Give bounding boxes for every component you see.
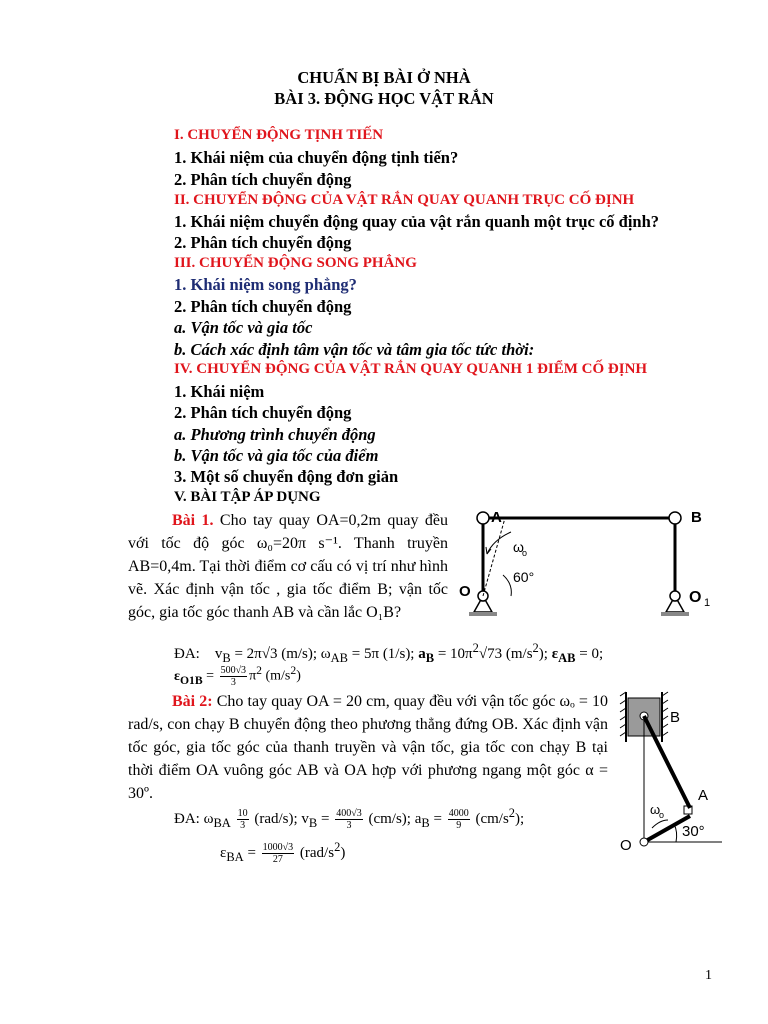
exercise-2-figure xyxy=(612,688,724,856)
angle-label: 30° xyxy=(682,823,705,840)
section-heading-3: III. CHUYỂN ĐỘNG SONG PHẲNG xyxy=(174,255,417,271)
page-number: 1 xyxy=(705,968,712,983)
exercise-2-answer-line2: $\varepsilon_{BA}$ = $\frac{1000√3}{27}$ $(rad/s^2)$ xyxy=(220,840,346,866)
label-o1-sub: 1 xyxy=(704,597,711,609)
label-b: B xyxy=(670,709,681,726)
outline-subitem: b. Vận tốc và gia tốc của điểm xyxy=(174,446,379,465)
exercise-2-answer-line1: ĐA: $\omega_{BA}$ $\frac{10}{3}$ (rad/s); $v_B$ = $\frac{400√3}{3}$ (cm/s); $a_B$ = $\frac{4000}{9}$ $(cm/s^2)$; xyxy=(174,806,525,832)
exercise-2-body: Cho tay quay OA = 20 cm, quay đều với vận tốc góc ωₒ = 10 rad/s, con chạy B chuyển động theo phương thẳng đứng OB. Xác định vận tốc góc, gia tốc góc của thanh truyền và vận tốc, gia tốc con chạy B tại thời điểm OA vuông góc AB và OA hợp với phương ngang một góc α = 30º. xyxy=(128,693,608,802)
section-heading-1: I. CHUYỂN ĐỘNG TỊNH TIẾN xyxy=(174,127,384,143)
exercise-1-text xyxy=(128,509,448,624)
label-a: A xyxy=(698,787,709,804)
exercise-1-figure xyxy=(455,502,720,627)
outline-item: 3. Một số chuyển động đơn giản xyxy=(174,467,399,486)
exercise-2-label: Bài 2: xyxy=(172,693,213,710)
omega-sub: o xyxy=(522,548,528,558)
label-o: O xyxy=(620,837,632,854)
omega-symbol: ω xyxy=(513,539,524,555)
outline-item: 2. Phân tích chuyển động xyxy=(174,297,352,316)
outline-subitem: b. Cách xác định tâm vận tốc và tâm gia tốc tức thời: xyxy=(174,340,535,359)
doc-title-line1: CHUẨN BỊ BÀI Ở NHÀ xyxy=(297,68,471,87)
omega-symbol: ω xyxy=(650,802,661,817)
label-o: O xyxy=(459,583,471,600)
outline-subitem: a. Vận tốc và gia tốc xyxy=(174,318,313,337)
outline-item: 1. Khái niệm song phẳng? xyxy=(174,275,357,294)
outline-item: 1. Khái niệm xyxy=(174,382,265,401)
outline-item: 2. Phân tích chuyển động xyxy=(174,403,352,422)
angle-label: 60° xyxy=(513,569,535,585)
section-heading-5: V. BÀI TẬP ÁP DỤNG xyxy=(174,489,321,505)
outline-item: 2. Phân tích chuyển động xyxy=(174,170,352,189)
outline-item: 1. Khái niệm của chuyển động tịnh tiến? xyxy=(174,148,459,167)
exercise-2-text xyxy=(128,690,608,805)
outline-subitem: a. Phương trình chuyển động xyxy=(174,425,376,444)
exercise-1-answer-line1: ĐA: $v_B = 2\pi√3$ (m/s); $\omega_{AB} = 5\pi$ (1/s); $a_B = 10\pi^2√73$ $(m/s^2)$; $\varepsilon_{AB} = 0$; xyxy=(174,641,604,665)
label-o1: O xyxy=(689,589,702,606)
section-heading-2: II. CHUYỂN ĐỘNG CỦA VẬT RẮN QUAY QUANH TRỤC CỐ ĐỊNH xyxy=(174,192,635,208)
omega-sub: o xyxy=(659,810,665,820)
exercise-1-body: Cho tay quay OA=0,2m quay đều với tốc độ góc ω₀=20π s⁻¹. Thanh truyền AB=0,4m. Tại thời điểm cơ cấu có vị trí như hình vẽ. Xác định vận tốc , gia tốc điểm B; vận tốc góc, gia tốc góc thanh AB và cần lắc O₁B? xyxy=(128,512,448,621)
joint-a xyxy=(477,512,489,524)
exercise-1-label: Bài 1. xyxy=(172,512,214,529)
answer-prefix: ĐA: xyxy=(174,811,200,827)
doc-title-line2: BÀI 3. ĐỘNG HỌC VẬT RẮN xyxy=(274,89,494,108)
section-heading-4: IV. CHUYỂN ĐỘNG CỦA VẬT RẮN QUAY QUANH 1 ĐIỂM CỐ ĐỊNH xyxy=(174,361,648,377)
outline-item: 2. Phân tích chuyển động xyxy=(174,233,352,252)
label-b: B xyxy=(691,509,702,526)
link-ba xyxy=(644,716,690,808)
outline-item: 1. Khái niệm chuyển động quay của vật rắn quanh một trục cố định? xyxy=(174,212,660,231)
joint-b xyxy=(669,512,681,524)
answer-prefix: ĐA: xyxy=(174,646,200,662)
label-a: A xyxy=(491,509,502,526)
exercise-1-answer-line2: $\varepsilon_{O1B}$ = $\frac{500√3}{3}$ $\pi^2$ $(m/s^2)$ xyxy=(174,664,301,688)
